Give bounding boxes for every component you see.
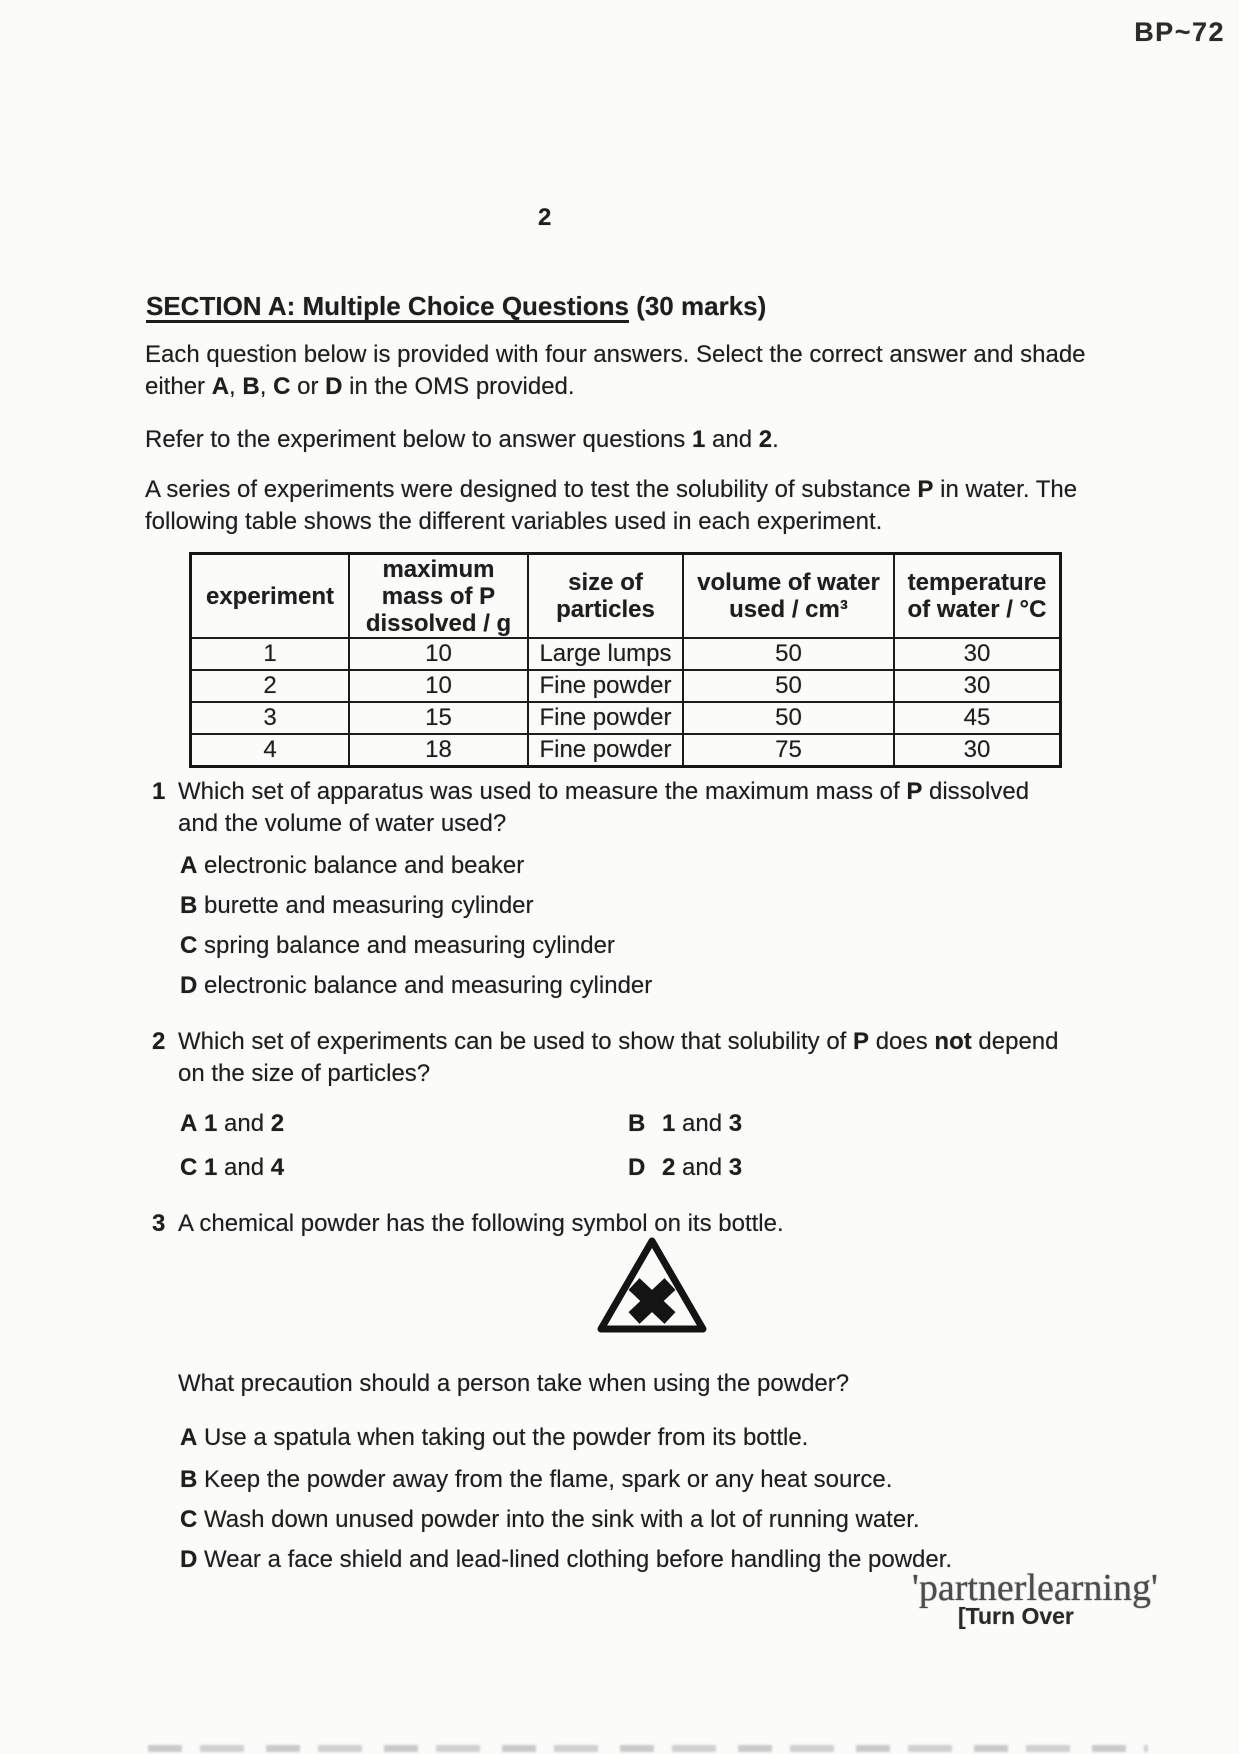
table-row [191,702,1061,734]
option-text: Use a spatula when taking out the powder from its bottle. [204,1424,809,1451]
question-2-option-b [628,1108,742,1140]
question-3-number: 3 [152,1210,166,1237]
intro-paragraph-line2: either A, B, C or D in the OMS provided. [145,373,575,400]
option-text: 1 and 4 [204,1154,285,1181]
section-marks: (30 marks) [628,291,767,321]
cell-experiment: 1 [191,638,350,670]
question-1-option-c [180,930,615,962]
option-text: spring balance and measuring cylinder [204,932,615,959]
question-3-option-c [180,1504,920,1536]
question-1-option-d [180,970,652,1002]
option-letter: A [180,1424,198,1451]
option-text: Wash down unused powder into the sink with a lot of running water. [204,1506,920,1533]
option-letter: A [180,852,198,879]
cell-particles: Fine powder [528,702,683,734]
question-2-line1: Which set of experiments can be used to show that solubility of P does not depend [178,1028,1059,1055]
option-text: Keep the powder away from the flame, spark or any heat source. [204,1466,893,1493]
refer-paragraph: Refer to the experiment below to answer questions 1 and 2. [145,426,779,453]
series-paragraph-line1: A series of experiments were designed to test the solubility of substance P in water. The [145,476,1078,503]
intro-paragraph-line1: Each question below is provided with four answers. Select the correct answer and shade [145,341,1086,368]
col-header-water-volume: volume of water used / cm³ [683,554,894,639]
cell-mass: 18 [349,734,528,767]
option-text: Wear a face shield and lead-lined clothing before handling the powder. [204,1546,953,1573]
section-heading [146,290,766,322]
question-2-option-c [180,1152,284,1184]
question-2-option-a [180,1108,284,1140]
page-number: 2 [538,204,552,231]
cell-mass: 10 [349,670,528,702]
cell-experiment: 2 [191,670,350,702]
option-text: electronic balance and measuring cylinder [204,972,653,999]
cell-experiment: 4 [191,734,350,767]
option-letter: C [180,1506,198,1533]
question-1-line2: and the volume of water used? [178,810,507,837]
document-code: BP~72 [1134,17,1225,47]
series-paragraph-line2: following table shows the different variables used in each experiment. [145,508,883,535]
question-1-option-b [180,890,534,922]
table-row [191,670,1061,702]
scan-artifact-strip [148,1745,1148,1752]
question-3-option-a [180,1422,808,1454]
option-letter: B [180,892,198,919]
option-text: 1 and 3 [662,1110,743,1137]
table-row [191,638,1061,670]
option-letter: C [180,932,198,959]
cell-mass: 15 [349,702,528,734]
option-letter: B [180,1466,198,1493]
option-text: 1 and 2 [204,1110,285,1137]
cell-particles: Large lumps [528,638,683,670]
cell-volume: 75 [683,734,894,767]
question-3-option-b [180,1464,892,1496]
cell-particles: Fine powder [528,734,683,767]
option-letter: D [180,1546,198,1573]
option-text: burette and measuring cylinder [204,892,534,919]
option-letter: D [180,972,198,999]
question-2-line2: on the size of particles? [178,1060,431,1087]
section-title: SECTION A: Multiple Choice Questions [146,291,629,321]
question-1-number: 1 [152,778,166,805]
cell-particles: Fine powder [528,670,683,702]
cell-volume: 50 [683,702,894,734]
option-letter: B [628,1110,646,1137]
option-text: 2 and 3 [662,1154,743,1181]
question-1-line1: Which set of apparatus was used to measure the maximum mass of P dissolved [178,778,1030,805]
cell-mass: 10 [349,638,528,670]
col-header-water-temperature: temperature of water / °C [894,554,1061,639]
table-header-row [191,554,1061,639]
cell-volume: 50 [683,670,894,702]
question-3-option-d [180,1544,952,1576]
option-letter: D [628,1154,646,1181]
question-3-prompt: What precaution should a person take when using the powder? [178,1370,850,1397]
cell-temperature: 30 [894,670,1061,702]
harmful-irritant-icon [592,1234,712,1338]
option-text: electronic balance and beaker [204,852,525,879]
watermark: 'partnerlearning' [912,1567,1158,1609]
col-header-experiment: experiment [191,554,350,639]
question-1-option-a [180,850,524,882]
cell-temperature: 30 [894,734,1061,767]
question-2-number: 2 [152,1028,166,1055]
option-letter: C [180,1154,198,1181]
cell-temperature: 30 [894,638,1061,670]
col-header-max-mass: maximum mass of P dissolved / g [349,554,528,639]
turn-over-label: [Turn Over [958,1603,1074,1629]
cell-experiment: 3 [191,702,350,734]
table-row [191,734,1061,767]
experiment-table [189,552,1062,768]
col-header-particle-size: size of particles [528,554,683,639]
cell-volume: 50 [683,638,894,670]
cell-temperature: 45 [894,702,1061,734]
option-letter: A [180,1110,198,1137]
question-2-option-d [628,1152,742,1184]
question-3-line1: A chemical powder has the following symbol on its bottle. [178,1210,784,1237]
